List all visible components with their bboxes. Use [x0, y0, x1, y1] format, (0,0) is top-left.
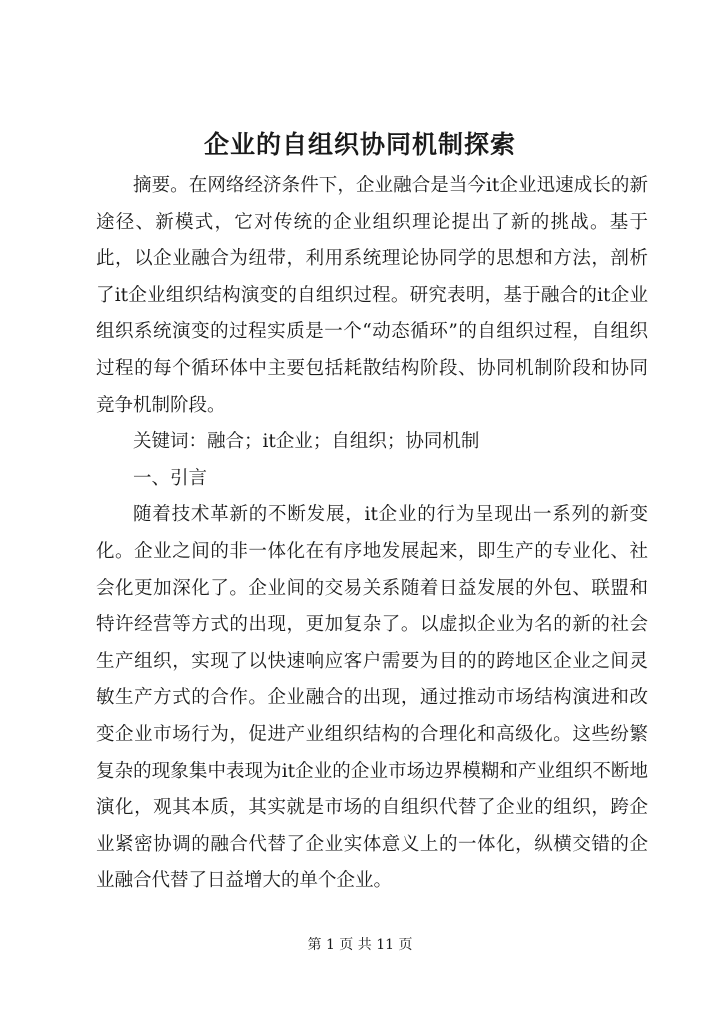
body-paragraph: 随着技术革新的不断发展，it企业的行为呈现出一系列的新变化。企业之间的非一体化在有序地发展起来，即生产的专业化、社会化更加深化了。企业间的交易关系随着日益发展的外包、联盟和特许经营等方式的出现，更加复杂了。以虚拟企业为名的新的社会生产组织，实现了以快速响应客户需要为目的的跨地区企业之间灵敏生产方式的合作。企业融合的出现，通过推动市场结构演进和改变企业市场行为，促进产业组织结构的合理化和高级化。这些纷繁复杂的现象集中表现为it企业的企业市场边界模糊和产业组织不断地演化，观其本质，其实就是市场的自组织代替了企业的组织，跨企业紧密协调的融合代替了企业实体意义上的一体化，纵横交错的企业融合代替了日益增大的单个企业。	[96, 504, 648, 892]
section-heading: 一、引言	[133, 467, 208, 489]
abstract-paragraph: 摘要。在网络经济条件下，企业融合是当今it企业迅速成长的新途径、新模式，它对传统的企业组织理论提出了新的挑战。基于此，以企业融合为纽带，利用系统理论协同学的思想和方法，剖析了it企业组织结构演变的自组织过程。研究表明，基于融合的it企业组织系统演变的过程实质是一个“动态循环”的自组织过程，自组织过程的每个循环体中主要包括耗散结构阶段、协同机制阶段和协同竞争机制阶段。	[96, 175, 648, 416]
document-body	[96, 168, 648, 900]
page-title: 企业的自组织协同机制探索	[203, 130, 516, 159]
keywords-paragraph: 关键词：融合；it企业；自组织；协同机制	[133, 431, 480, 453]
page-footer: 第 1 页 共 11 页	[307, 937, 413, 953]
